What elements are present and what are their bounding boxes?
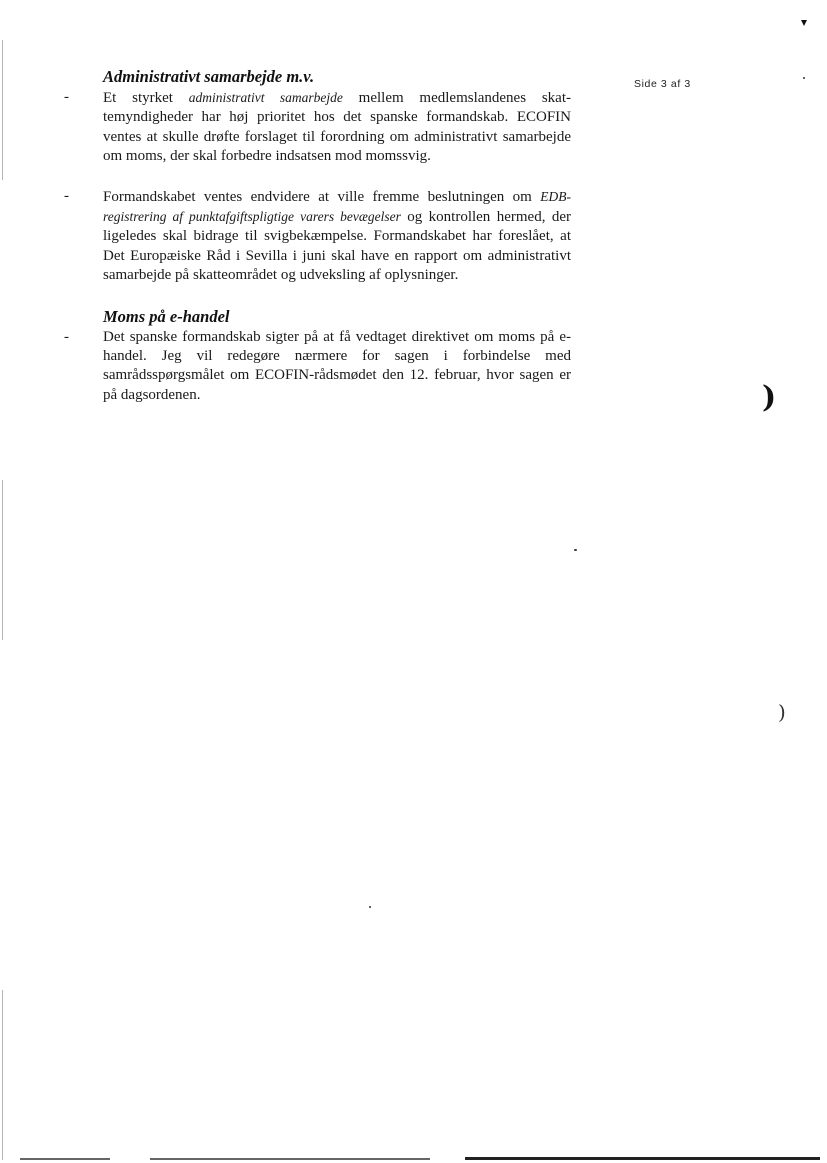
item-text-end: og kontrollen hermed, der ligeledes skal bidrage til svigbekæmpelse. Formandskabet har foreslået, at Det Europæiske Råd i Sevilla i juni skal have en rapport om administrativt samarbejde på skatteområdet og udveksling af oplysninger. <box>103 209 571 284</box>
document-body <box>64 66 571 405</box>
section-heading-administrativt: Administrativt samarbejde m.v. <box>103 67 315 86</box>
item-text-start: Et styrket <box>103 90 189 106</box>
scan-mark-hole: ) <box>778 700 786 724</box>
scan-edge <box>2 990 3 1160</box>
scan-mark-hole: ) <box>762 380 777 415</box>
list-item <box>64 328 571 406</box>
scan-edge <box>465 1157 820 1160</box>
scan-edge <box>150 1158 430 1160</box>
scan-edge <box>2 40 3 180</box>
bullet-dash: - <box>64 187 69 204</box>
bullet-dash: - <box>64 328 69 345</box>
item-text-start: Formandskabet ventes endvidere at ville fremme beslutningen om <box>103 188 541 205</box>
page-number: Side 3 af 3 <box>634 78 691 90</box>
item-text-end: mellem medlemslandenes skattemyndigheder har høj prioritet hos det spanske formandskab. ECOFIN ventes at skulle drøfte forslaget til forordning om administrativt samarbejde om moms, der skal forbedre indsatsen mod momssvig. <box>103 90 571 165</box>
scan-mark-triangle <box>801 20 807 26</box>
list-item <box>64 88 571 167</box>
list-item <box>64 187 571 286</box>
section-heading-moms: Moms på e-handel <box>103 306 230 326</box>
scan-dot <box>369 906 371 908</box>
scan-edge <box>2 480 3 640</box>
bullet-dash: - <box>64 89 69 105</box>
item-text-italic: administrativt samarbejde <box>188 90 343 105</box>
scan-edge <box>20 1158 110 1160</box>
item-text-start: Det spanske formandskab sigter på at få vedtaget direktivet om moms på e-handel. Jeg vil redegøre nærmere for sagen i forbindelse med samrådsspørgsmålet om ECOFIN-rådsmødet den 12. februar, hvor sagen er på dagsordenen. <box>103 328 571 403</box>
item-text-italic: EDB-registrering af punktafgiftspligtige varers bevægelser <box>103 188 571 225</box>
scan-dot <box>803 77 805 79</box>
scan-dot <box>574 549 577 551</box>
